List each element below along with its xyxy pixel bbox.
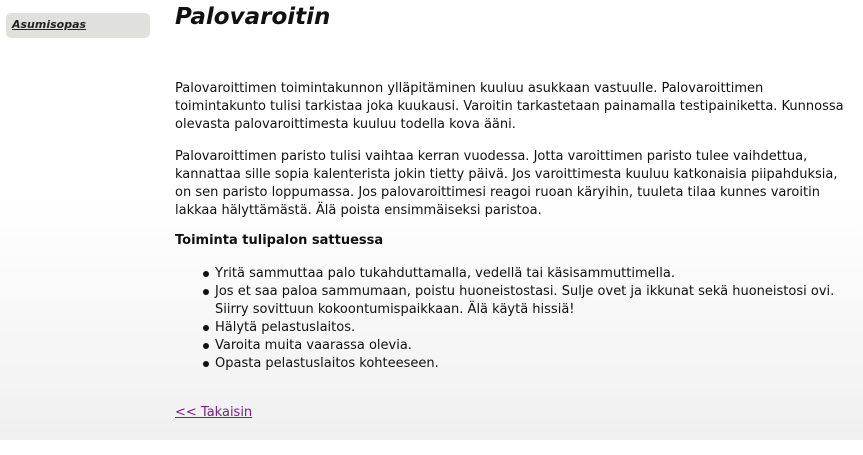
paragraph-battery: Palovaroittimen paristo tulisi vaihtaa kerran vuodessa. Jotta varoittimen paristo tulee vaihdettua, kannattaa sille sopia kalenterista jokin tietty päivä. Jos varoittimesta kuuluu katkonaisia piipahduksia, on sen paristo loppumassa. Jos palovaroittimesi reagoi ruoan käryihin, tuuleta tilaa kunnes varoitin lakkaa hälyttämästä. Älä poista ensimmäiseksi paristoa. (175, 149, 838, 218)
list-item: Opasta pelastuslaitos kohteeseen. (215, 355, 855, 373)
list-item: Varoita muita vaarassa olevia. (215, 337, 855, 355)
list-item: Yritä sammuttaa palo tukahduttamalla, vedellä tai käsisammuttimella. (215, 265, 855, 283)
list-item: Hälytä pelastuslaitos. (215, 319, 855, 337)
list-item: Jos et saa paloa sammumaan, poistu huoneistostasi. Sulje ovet ja ikkunat sekä huoneistosi ovi. Siirry sovittuun kokoontumispaikkaan. Älä käytä hissiä! (215, 283, 855, 319)
paragraph-maintenance: Palovaroittimen toimintakunnon ylläpitäminen kuuluu asukkaan vastuulle. Palovaroittimen toimintakunto tulisi tarkistaa joka kuukausi. Varoitin tarkastetaan painamalla testipainiketta. Kunnossa olevasta palovaroittimesta kuuluu todella kova ääni. (175, 81, 844, 132)
section-heading: Toiminta tulipalon sattuessa (175, 233, 384, 248)
fire-instructions-list (175, 265, 855, 373)
page-title: Palovaroitin (175, 4, 331, 30)
back-link[interactable]: << Takaisin (175, 405, 253, 420)
sidebar-link-asumisopas[interactable]: Asumisopas (12, 18, 87, 31)
sidebar (6, 13, 150, 38)
bottom-band (0, 440, 863, 455)
